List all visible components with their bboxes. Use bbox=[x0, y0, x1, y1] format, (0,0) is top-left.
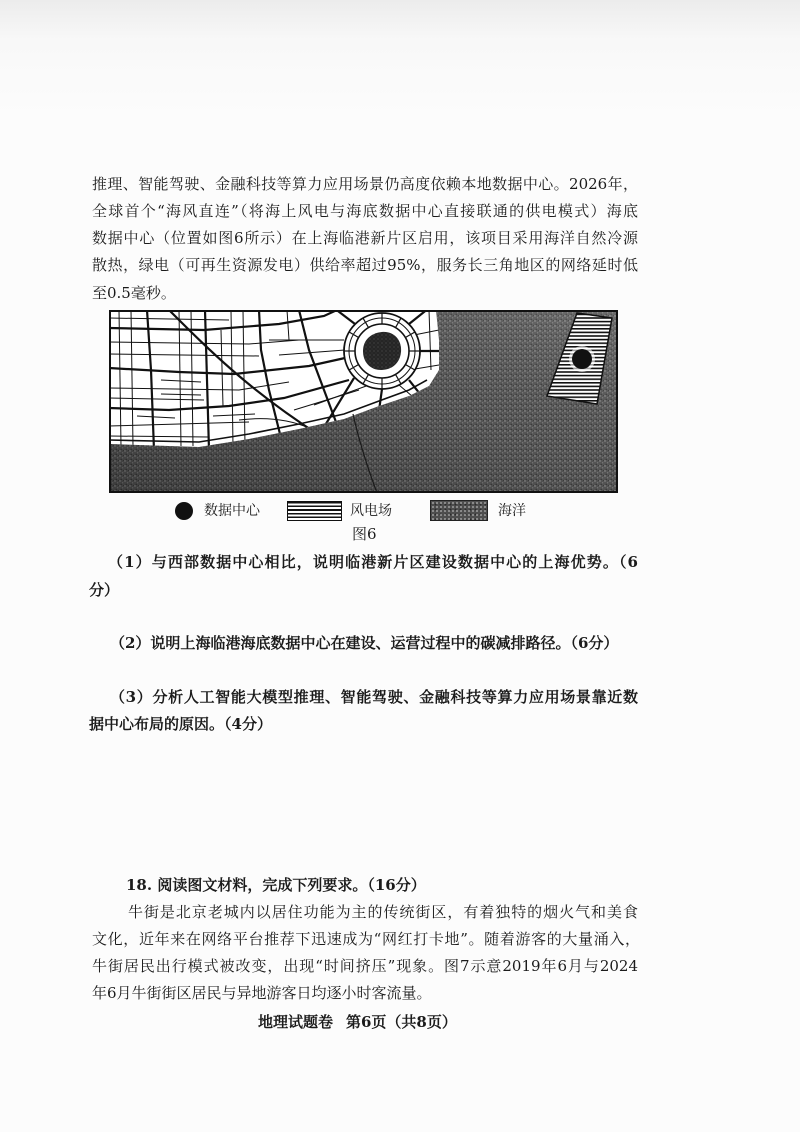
text-line: 全球首个“海风直连”（将海上风电与海底数据中心直接联通的供电模式）海底 bbox=[92, 202, 638, 220]
wind-farm-stripes-icon bbox=[287, 501, 342, 521]
figure-6-map bbox=[109, 310, 618, 493]
question-line: 分） bbox=[89, 581, 120, 599]
text-line: 推理、智能驾驶、金融科技等算力应用场景仍高度依赖本地数据中心。2026年， bbox=[92, 175, 638, 193]
legend-label: 风电场 bbox=[350, 503, 392, 519]
question-line: 据中心布局的原因。（4分） bbox=[89, 715, 272, 733]
text-line: 散热，绿电（可再生资源发电）供给率超过95%，服务长三角地区的网络延时低 bbox=[92, 256, 638, 274]
footer-subject: 地理试题卷 bbox=[258, 1013, 334, 1031]
question-line: （1）与西部数据中心相比，说明临港新片区建设数据中心的上海优势。（6 bbox=[108, 553, 638, 571]
figure-caption: 图6 bbox=[352, 525, 377, 543]
question-line: （3）分析人工智能大模型推理、智能驾驶、金融科技等算力应用场景靠近数 bbox=[110, 688, 638, 706]
legend-label: 数据中心 bbox=[204, 503, 260, 519]
text-line: 年6月牛街街区居民与异地游客日均逐小时客流量。 bbox=[92, 984, 432, 1002]
question-heading: 18. 阅读图文材料，完成下列要求。（16分） bbox=[126, 876, 426, 894]
data-center-dot-icon bbox=[175, 502, 193, 520]
text-line: 数据中心（位置如图6所示）在上海临港新片区启用，该项目采用海洋自然冷源 bbox=[92, 229, 638, 247]
text-line: 牛街居民出行模式被改变，出现“时间挤压”现象。图7示意2019年6月与2024 bbox=[92, 957, 638, 975]
ocean-stipple-icon bbox=[430, 500, 488, 521]
data-center-marker bbox=[572, 349, 592, 369]
text-line: 至0.5毫秒。 bbox=[92, 284, 176, 302]
lake-ring bbox=[344, 313, 420, 389]
text-line: 牛街是北京老城内以居住功能为主的传统街区，有着独特的烟火气和美食 bbox=[128, 903, 638, 921]
question-line: （2）说明上海临港海底数据中心在建设、运营过程中的碳减排路径。（6分） bbox=[110, 634, 619, 652]
footer-page-number: 第6页（共8页） bbox=[346, 1013, 457, 1031]
text-line: 文化，近年来在网络平台推荐下迅速成为“网红打卡地”。随着游客的大量涌入， bbox=[92, 930, 640, 948]
legend-label: 海洋 bbox=[498, 503, 526, 519]
